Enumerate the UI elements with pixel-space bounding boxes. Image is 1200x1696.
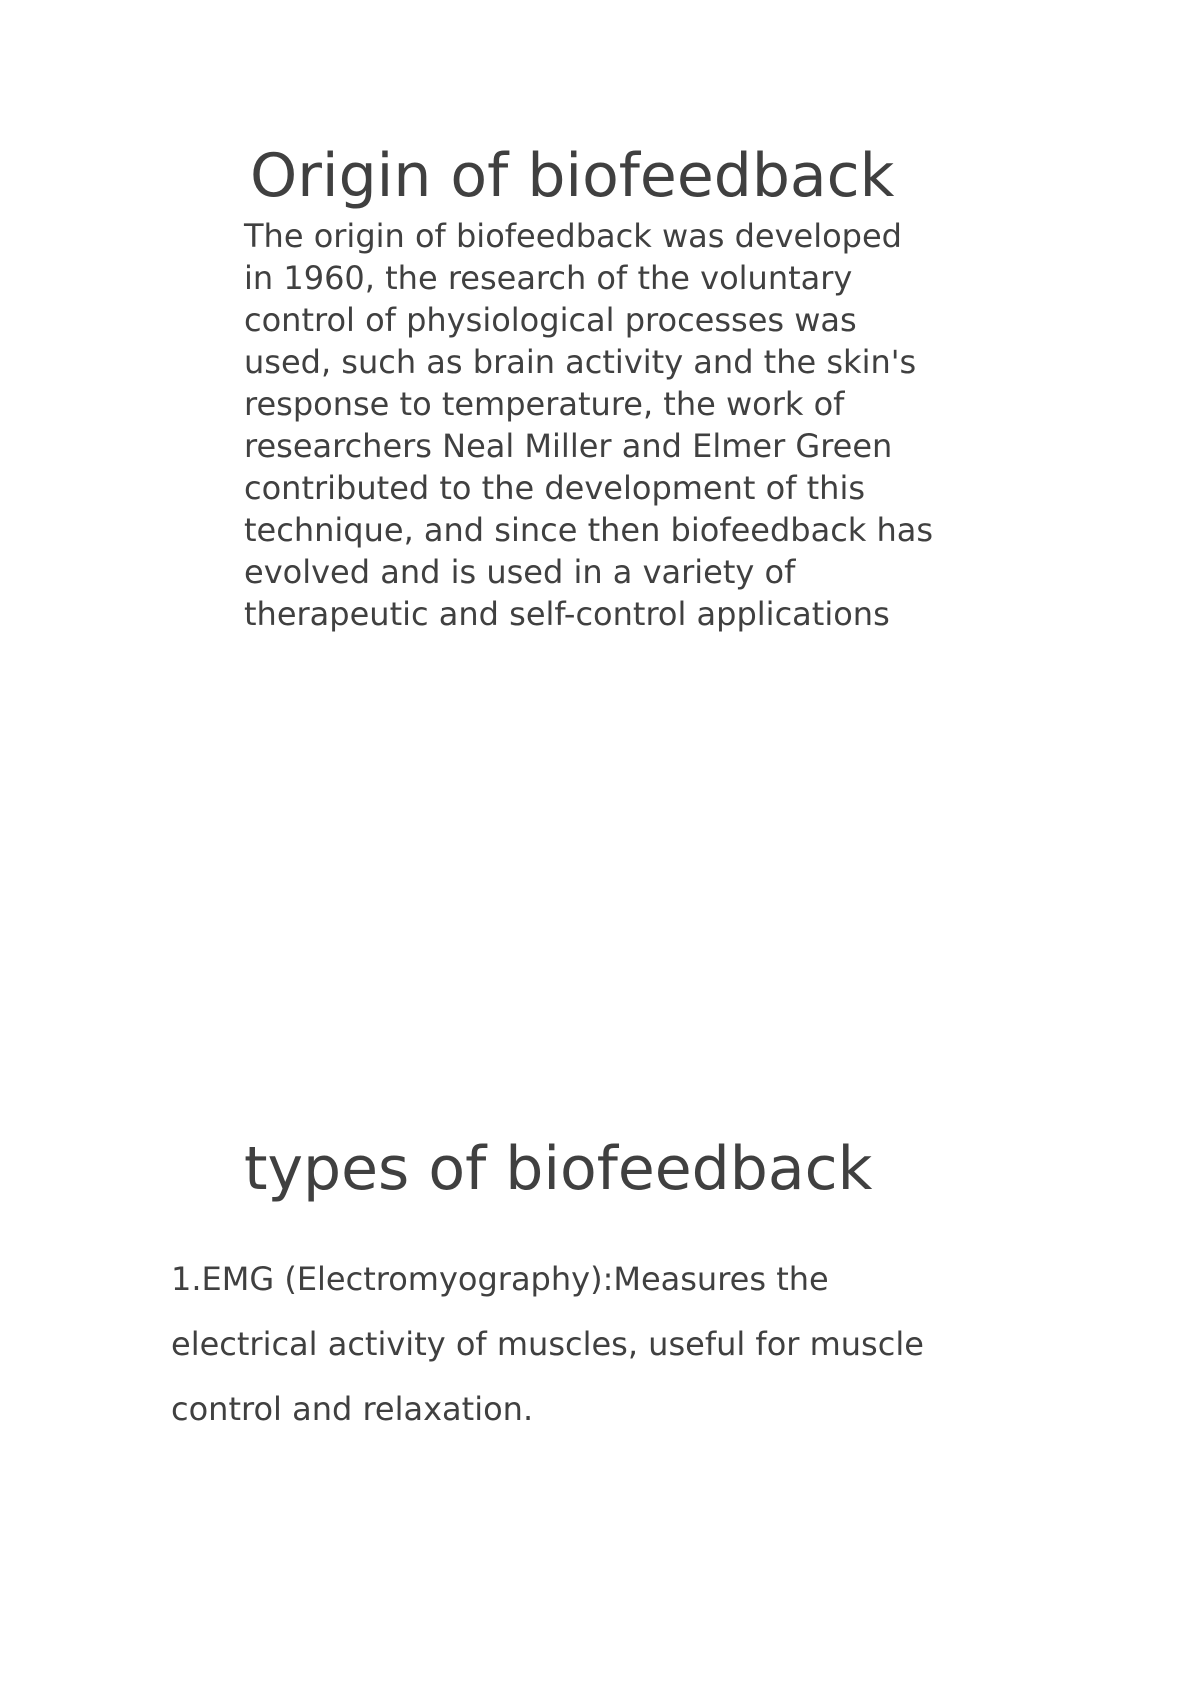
paragraph-line: technique, and since then biofeedback has <box>244 511 934 549</box>
paragraph-line: in 1960, the research of the voluntary <box>244 259 853 297</box>
paragraph-line: therapeutic and self-control applications <box>244 595 890 633</box>
paragraph-line: The origin of biofeedback was developed <box>244 217 902 255</box>
paragraph-line: researchers Neal Miller and Elmer Green <box>244 427 893 465</box>
paragraph-line: 1.EMG (Electromyography):Measures the <box>171 1260 829 1298</box>
paragraph-line: contributed to the development of this <box>244 469 866 507</box>
section-title-origin: Origin of biofeedback <box>250 141 895 211</box>
types-paragraph <box>171 1247 1071 1442</box>
paragraph-line: response to temperature, the work of <box>244 385 845 423</box>
origin-paragraph <box>244 215 1044 635</box>
paragraph-line: control and relaxation. <box>171 1390 534 1428</box>
section-title-types: types of biofeedback <box>244 1134 873 1204</box>
paragraph-line: evolved and is used in a variety of <box>244 553 796 591</box>
paragraph-line: electrical activity of muscles, useful for muscle <box>171 1325 924 1363</box>
paragraph-line: used, such as brain activity and the skin's <box>244 343 917 381</box>
paragraph-line: control of physiological processes was <box>244 301 857 339</box>
